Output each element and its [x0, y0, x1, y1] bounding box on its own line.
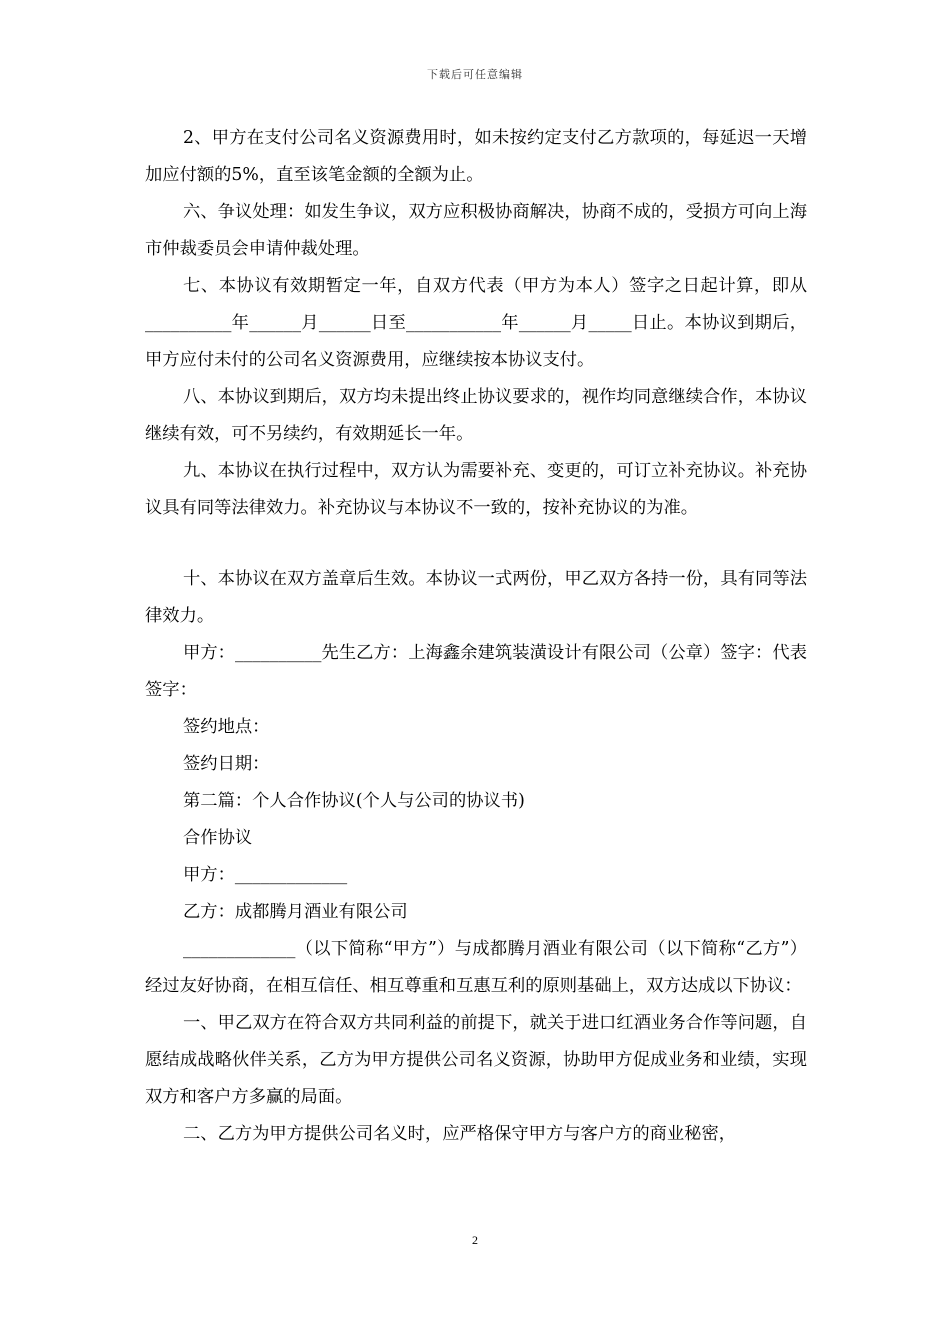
- signing-place: 签约地点：: [183, 717, 270, 737]
- paragraph-gap: [145, 527, 807, 561]
- agreement-title: 合作协议: [183, 828, 253, 848]
- party-a: 甲方：_____________: [183, 865, 348, 885]
- paragraph-preamble: _____________（以下简称“甲方”）与成都腾月酒业有限公司（以下简称“乙方”）经过友好协商，在相互信任、相互尊重和互惠互利的原则基础上，双方达成以下协议：: [145, 939, 807, 996]
- paragraph-effective: 十、本协议在双方盖章后生效。本协议一式两份，甲乙双方各持一份，具有同等法律效力。: [145, 569, 807, 626]
- paragraph-expiry: 八、本协议到期后，双方均未提出终止协议要求的，视作均同意继续合作，本协议继续有效，可不另续约，有效期延长一年。: [145, 387, 807, 444]
- paragraph-clause-one: 一、甲乙双方在符合双方共同利益的前提下，就关于进口红酒业务合作等问题，自愿结成战略伙伴关系，乙方为甲方提供公司名义资源，协助甲方促成业务和业绩，实现双方和客户方多赢的局面。: [145, 1013, 807, 1107]
- paragraph-dispute: 六、争议处理：如发生争议，双方应积极协商解决，协商不成的，受损方可向上海市仲裁委员会申请仲裁处理。: [145, 202, 807, 259]
- paragraph-validity-period: 七、本协议有效期暂定一年，自双方代表（甲方为本人）签字之日起计算，即从__________年______月______日至___________年______月_____日止。本协议到期后，甲方应付未付的公司名义资源费用，应继续按本协议支付。: [145, 276, 807, 370]
- paragraph-late-payment: 2、甲方在支付公司名义资源费用时，如未按约定支付乙方款项的，每延迟一天增加应付额的5%，直至该笔金额的全额为止。: [145, 128, 807, 185]
- second-article-title: 第二篇：个人合作协议(个人与公司的协议书): [183, 791, 525, 811]
- signing-date: 签约日期：: [183, 754, 270, 774]
- paragraph-supplement: 九、本协议在执行过程中，双方认为需要补充、变更的，可订立补充协议。补充协议具有同等法律效力。补充协议与本协议不一致的，按补充协议的为准。: [145, 461, 807, 518]
- page-number: 2: [472, 1233, 478, 1247]
- paragraph-signatures: 甲方：__________先生乙方：上海鑫余建筑装潢设计有限公司（公章）签字：代表签字：: [145, 643, 807, 700]
- paragraph-clause-two: 二、乙方为甲方提供公司名义时，应严格保守甲方与客户方的商业秘密，: [183, 1124, 737, 1144]
- document-body: [145, 120, 807, 1153]
- page-header-note: 下载后可任意编辑: [427, 68, 523, 81]
- party-b: 乙方：成都腾月酒业有限公司: [183, 902, 408, 922]
